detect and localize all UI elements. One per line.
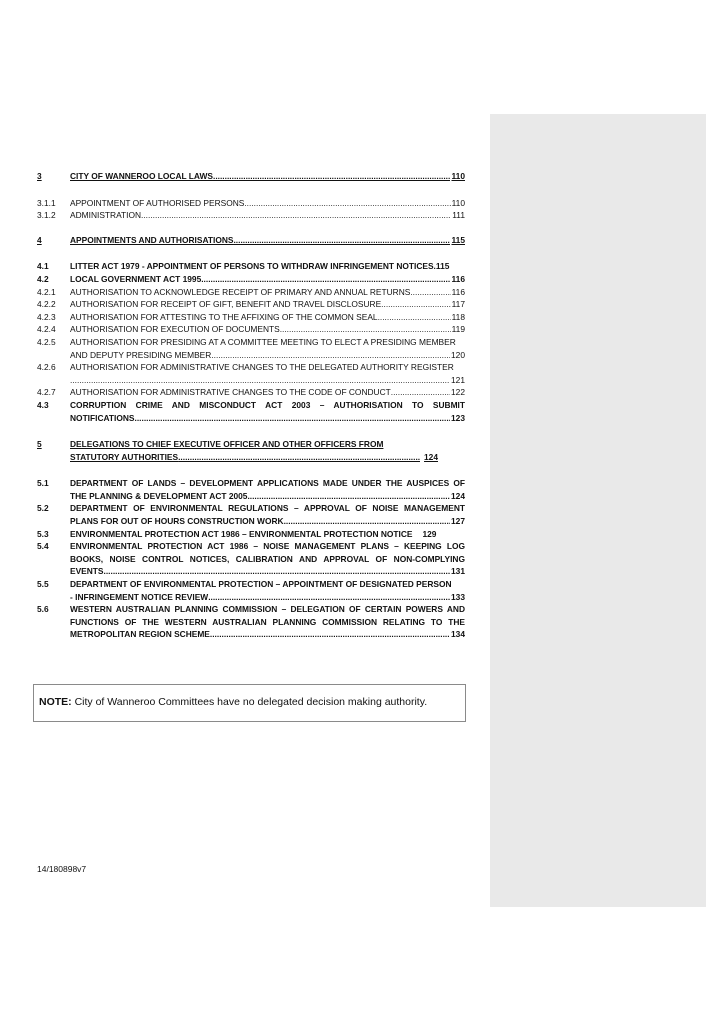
toc-number: 4.1	[37, 261, 49, 272]
toc-title-line-2: AND DEPUTY PRESIDING MEMBER	[70, 349, 212, 360]
toc-title-line-2: PLANS FOR OUT OF HOURS CONSTRUCTION WORK	[70, 516, 284, 527]
note-text: City of Wanneroo Committees have no delegated decision making authority.	[74, 696, 428, 708]
toc-title: ADMINISTRATION	[70, 210, 142, 221]
toc-entry-5-2[interactable]	[37, 502, 465, 527]
toc-title: AUTHORISATION FOR ATTESTING TO THE AFFIXING OF THE COMMON SEAL	[70, 311, 378, 322]
toc-leader	[70, 374, 450, 387]
toc-number: 5	[37, 439, 42, 450]
toc-title: AUTHORISATION FOR RECEIPT OF GIFT, BENEFIT AND TRAVEL DISCLOSURE	[70, 299, 382, 310]
toc-title: ENVIRONMENTAL PROTECTION ACT 1986 – ENVIRONMENTAL PROTECTION NOTICE	[70, 528, 413, 539]
toc-title-line-2: - INFRINGEMENT NOTICE REVIEW	[70, 591, 209, 602]
toc-leader	[378, 311, 451, 324]
toc-title: AUTHORISATION FOR ADMINISTRATIVE CHANGES TO THE CODE OF CONDUCT	[70, 387, 391, 398]
toc-leader	[284, 515, 450, 528]
toc-number: 4.3	[37, 399, 49, 410]
toc-number: 3.1.2	[37, 210, 56, 221]
note-box	[33, 684, 466, 722]
toc-number: 5.3	[37, 528, 49, 539]
toc-leader	[201, 273, 450, 286]
toc-page: 111	[452, 210, 465, 221]
toc-entry-5-1[interactable]	[37, 477, 465, 502]
toc-entry-3[interactable]	[37, 170, 465, 183]
toc-leader	[244, 197, 450, 210]
toc-title-line-2: FUNCTIONS OF THE WESTERN AUSTRALIAN PLANNING COMMISSION RELATING TO THE	[70, 616, 465, 627]
toc-page: 115	[435, 261, 450, 272]
toc-title-line-3: METROPOLITAN REGION SCHEME	[70, 629, 210, 640]
toc-title-line-1: DEPARTMENT OF LANDS – DEVELOPMENT APPLICATIONS MADE UNDER THE AUSPICES OF	[70, 478, 465, 489]
toc-leader	[178, 451, 420, 464]
toc-leader	[247, 490, 450, 503]
document-reference: 14/180898v7	[37, 864, 87, 874]
toc-entry-4-2-3[interactable]	[37, 311, 465, 324]
toc-number: 4.2	[37, 273, 49, 284]
toc-page: 134	[451, 629, 465, 640]
toc-page: 131	[451, 566, 465, 577]
toc-entry-4-2-2[interactable]	[37, 298, 465, 311]
toc-entry-4-2[interactable]	[37, 273, 465, 286]
toc-title: AUTHORISATION TO ACKNOWLEDGE RECEIPT OF PRIMARY AND ANNUAL RETURNS	[70, 286, 411, 297]
toc-title-line-1: DEPARTMENT OF ENVIRONMENTAL PROTECTION – APPOINTMENT OF DESIGNATED PERSON	[70, 579, 452, 590]
toc-entry-4-3[interactable]	[37, 399, 465, 424]
toc-number: 4.2.5	[37, 336, 56, 347]
toc-entry-4-2-4[interactable]	[37, 323, 465, 336]
toc-number: 4	[37, 234, 42, 245]
toc-leader	[410, 286, 450, 299]
toc-entry-4[interactable]	[37, 234, 465, 247]
toc-title-line-1: WESTERN AUSTRALIAN PLANNING COMMISSION – DELEGATION OF CERTAIN POWERS AND	[70, 604, 465, 615]
toc-title-line-1: AUTHORISATION FOR PRESIDING AT A COMMITTEE MEETING TO ELECT A PRESIDING MEMBER	[70, 336, 456, 347]
toc-leader	[280, 323, 451, 336]
toc-page: 110	[451, 197, 465, 208]
toc-page: 110	[451, 171, 465, 181]
toc-entry-3-1-2[interactable]	[37, 209, 465, 222]
toc-title-line-1: AUTHORISATION FOR ADMINISTRATIVE CHANGES TO THE DELEGATED AUTHORITY REGISTER	[70, 362, 454, 373]
toc-title-line-1: CORRUPTION CRIME AND MISCONDUCT ACT 2003 – AUTHORISATION TO SUBMIT	[70, 399, 465, 410]
toc-page: 124	[451, 490, 465, 501]
toc-title-line-2: THE PLANNING & DEVELOPMENT ACT 2005	[70, 490, 248, 501]
toc-page: 133	[451, 591, 465, 602]
toc-title: AUTHORISATION FOR EXECUTION OF DOCUMENTS	[70, 324, 280, 335]
comment-margin-pane	[490, 114, 706, 907]
toc-number: 4.2.7	[37, 387, 56, 398]
toc-number: 5.1	[37, 478, 49, 489]
toc-leader	[391, 386, 450, 399]
toc-number: 4.2.6	[37, 362, 56, 373]
toc-number: 5.4	[37, 541, 49, 552]
toc-leader	[213, 170, 450, 183]
toc-number: 4.2.3	[37, 311, 56, 322]
toc-page: 116	[451, 273, 465, 284]
toc-title-line-2: NOTIFICATIONS.	[70, 412, 137, 423]
toc-page: 115	[451, 234, 465, 245]
toc-leader	[137, 412, 450, 425]
toc-title-line-1: DEPARTMENT OF ENVIRONMENTAL REGULATIONS – APPROVAL OF NOISE MANAGEMENT	[70, 503, 465, 514]
toc-page: 116	[451, 286, 465, 297]
toc-page: 124	[424, 451, 438, 462]
toc-entry-4-2-1[interactable]	[37, 286, 465, 299]
toc-entry-5[interactable]	[37, 438, 465, 463]
toc-page: 117	[451, 299, 465, 310]
toc-page: 120	[451, 349, 465, 360]
toc-entry-3-1-1[interactable]	[37, 197, 465, 210]
toc-page: 121	[451, 374, 465, 385]
toc-entry-4-2-5[interactable]	[37, 336, 465, 361]
toc-entry-4-2-7[interactable]	[37, 386, 465, 399]
toc-leader	[141, 209, 451, 222]
toc-entry-5-3[interactable]	[37, 528, 465, 541]
toc-page: 129	[422, 528, 437, 539]
toc-entry-5-6[interactable]	[37, 603, 465, 641]
toc-page: 119	[451, 324, 465, 335]
toc-title: APPOINTMENTS AND AUTHORISATIONS	[70, 234, 234, 245]
toc-number: 5.6	[37, 604, 49, 615]
toc-entry-5-5[interactable]	[37, 578, 465, 603]
toc-leader	[104, 565, 451, 578]
toc-entry-4-2-6[interactable]	[37, 361, 465, 386]
toc-title-line-1: DELEGATIONS TO CHIEF EXECUTIVE OFFICER AND OTHER OFFICERS FROM	[70, 439, 384, 450]
toc-number: 4.2.4	[37, 324, 56, 335]
toc-title-line-2: STATUTORY AUTHORITIES	[70, 451, 179, 462]
toc-title-line-1: ENVIRONMENTAL PROTECTION ACT 1986 – NOISE MANAGEMENT PLANS – KEEPING LOG	[70, 541, 465, 552]
toc-leader	[381, 298, 450, 311]
toc-page: 118	[451, 311, 465, 322]
toc-leader	[208, 591, 450, 604]
toc-title-line-2: BOOKS, NOISE CONTROL NOTICES, CALIBRATION AND APPROVAL OF NON-COMPLYING	[70, 553, 465, 564]
table-of-contents	[37, 170, 465, 641]
toc-title: APPOINTMENT OF AUTHORISED PERSONS	[70, 197, 245, 208]
toc-number: 5.5	[37, 579, 49, 590]
toc-entry-4-1[interactable]	[37, 260, 465, 273]
toc-leader	[233, 234, 450, 247]
toc-title: LITTER ACT 1979 - APPOINTMENT OF PERSONS TO WITHDRAW INFRINGEMENT NOTICES.	[70, 261, 436, 272]
toc-number: 4.2.2	[37, 299, 56, 310]
toc-leader	[211, 349, 450, 362]
toc-title-line-3: EVENTS	[70, 566, 104, 577]
toc-title: LOCAL GOVERNMENT ACT 1995	[70, 273, 202, 284]
toc-page: 122	[451, 387, 465, 398]
toc-number: 3.1.1	[37, 197, 56, 208]
note-label: NOTE:	[39, 696, 72, 708]
toc-leader	[210, 628, 450, 641]
toc-number: 4.2.1	[37, 286, 56, 297]
toc-page: 127	[451, 516, 465, 527]
toc-entry-5-4[interactable]	[37, 540, 465, 578]
toc-number: 3	[37, 171, 42, 181]
toc-title: CITY OF WANNEROO LOCAL LAWS	[70, 171, 213, 181]
toc-number: 5.2	[37, 503, 49, 514]
toc-page: 123	[451, 412, 465, 423]
